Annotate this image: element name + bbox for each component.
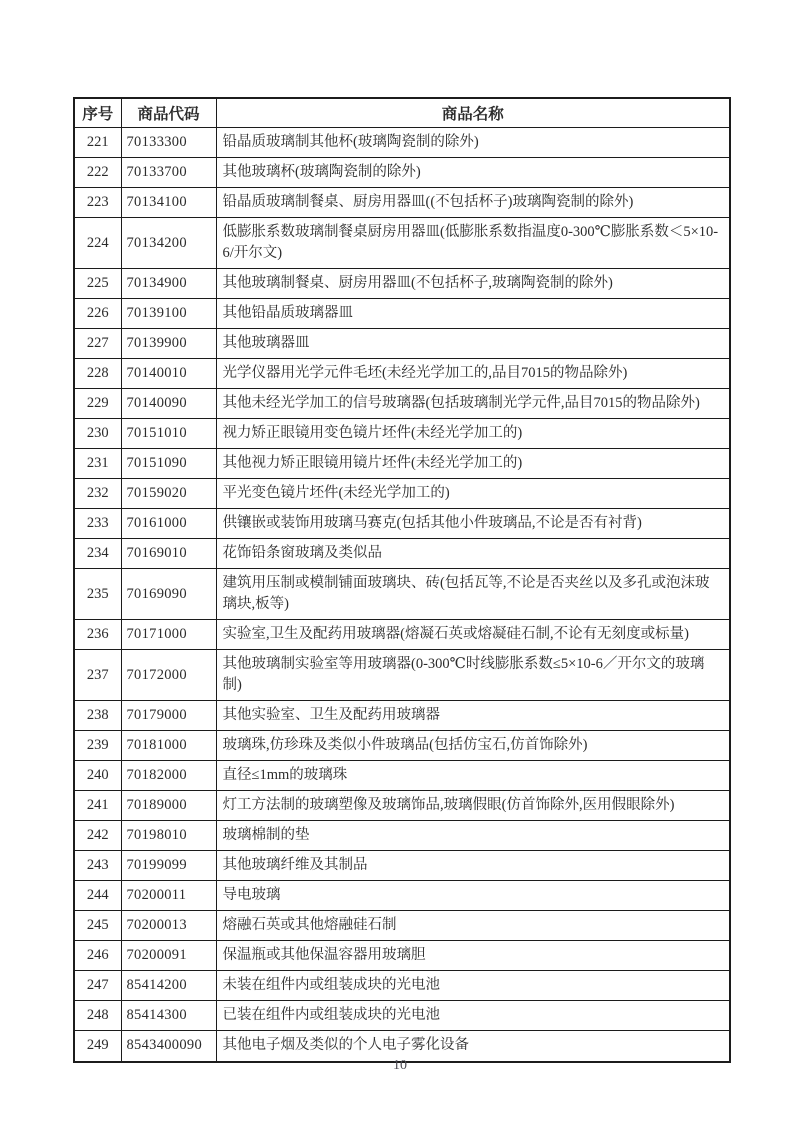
cell-code: 70181000 [121, 731, 216, 761]
cell-name: 其他未经光学加工的信号玻璃器(包括玻璃制光学元件,品目7015的物品除外) [216, 389, 730, 419]
cell-code: 70139100 [121, 299, 216, 329]
cell-name: 导电玻璃 [216, 881, 730, 911]
cell-serial: 246 [74, 941, 121, 971]
cell-code: 70151010 [121, 419, 216, 449]
cell-code: 70133700 [121, 158, 216, 188]
cell-serial: 237 [74, 650, 121, 701]
cell-serial: 230 [74, 419, 121, 449]
cell-name: 其他玻璃杯(玻璃陶瓷制的除外) [216, 158, 730, 188]
page-number: 10 [393, 1058, 407, 1073]
table-row [74, 299, 730, 329]
cell-serial: 228 [74, 359, 121, 389]
cell-serial: 222 [74, 158, 121, 188]
table-row [74, 911, 730, 941]
table-row [74, 1031, 730, 1062]
cell-code: 70134200 [121, 218, 216, 269]
cell-serial: 229 [74, 389, 121, 419]
cell-serial: 232 [74, 479, 121, 509]
cell-serial: 235 [74, 569, 121, 620]
cell-serial: 231 [74, 449, 121, 479]
cell-code: 70200011 [121, 881, 216, 911]
table-row [74, 269, 730, 299]
cell-code: 70172000 [121, 650, 216, 701]
cell-serial: 236 [74, 620, 121, 650]
cell-name: 其他电子烟及类似的个人电子雾化设备 [216, 1031, 730, 1062]
cell-serial: 244 [74, 881, 121, 911]
table-row [74, 941, 730, 971]
cell-name: 其他视力矫正眼镜用镜片坯件(未经光学加工的) [216, 449, 730, 479]
header-serial-number: 序号 [74, 98, 121, 128]
commodity-code-table [73, 97, 731, 1063]
cell-code: 70198010 [121, 821, 216, 851]
cell-code: 70134900 [121, 269, 216, 299]
cell-code: 70199099 [121, 851, 216, 881]
cell-name: 平光变色镜片坯件(未经光学加工的) [216, 479, 730, 509]
cell-serial: 242 [74, 821, 121, 851]
header-commodity-name: 商品名称 [216, 98, 730, 128]
cell-name: 未装在组件内或组装成块的光电池 [216, 971, 730, 1001]
cell-serial: 238 [74, 701, 121, 731]
cell-serial: 224 [74, 218, 121, 269]
cell-name: 直径≤1mm的玻璃珠 [216, 761, 730, 791]
cell-name: 铅晶质玻璃制其他杯(玻璃陶瓷制的除外) [216, 128, 730, 158]
table-row [74, 128, 730, 158]
cell-code: 70134100 [121, 188, 216, 218]
table-row [74, 449, 730, 479]
cell-name: 其他玻璃纤维及其制品 [216, 851, 730, 881]
table-row [74, 881, 730, 911]
cell-code: 70189000 [121, 791, 216, 821]
cell-serial: 227 [74, 329, 121, 359]
table-row [74, 650, 730, 701]
cell-code: 70161000 [121, 509, 216, 539]
table-row [74, 971, 730, 1001]
table-row [74, 821, 730, 851]
cell-code: 70140090 [121, 389, 216, 419]
table-row [74, 158, 730, 188]
cell-name: 实验室,卫生及配药用玻璃器(熔凝石英或熔凝硅石制,不论有无刻度或标量) [216, 620, 730, 650]
cell-code: 85414300 [121, 1001, 216, 1031]
cell-name: 玻璃珠,仿珍珠及类似小件玻璃品(包括仿宝石,仿首饰除外) [216, 731, 730, 761]
cell-code: 70182000 [121, 761, 216, 791]
cell-serial: 243 [74, 851, 121, 881]
cell-code: 70169010 [121, 539, 216, 569]
table-row [74, 569, 730, 620]
cell-name: 熔融石英或其他熔融硅石制 [216, 911, 730, 941]
table-row [74, 851, 730, 881]
table-row [74, 218, 730, 269]
table-row [74, 791, 730, 821]
cell-code: 70200013 [121, 911, 216, 941]
cell-name: 其他玻璃器皿 [216, 329, 730, 359]
cell-serial: 249 [74, 1031, 121, 1062]
cell-name: 灯工方法制的玻璃塑像及玻璃饰品,玻璃假眼(仿首饰除外,医用假眼除外) [216, 791, 730, 821]
table-body [74, 128, 730, 1062]
cell-code: 70151090 [121, 449, 216, 479]
table-row [74, 761, 730, 791]
table-row [74, 701, 730, 731]
cell-name: 花饰铅条窗玻璃及类似品 [216, 539, 730, 569]
cell-name: 已装在组件内或组装成块的光电池 [216, 1001, 730, 1031]
cell-code: 70133300 [121, 128, 216, 158]
cell-name: 玻璃棉制的垫 [216, 821, 730, 851]
table-row [74, 509, 730, 539]
cell-serial: 221 [74, 128, 121, 158]
cell-serial: 239 [74, 731, 121, 761]
cell-name: 其他玻璃制餐桌、厨房用器皿(不包括杯子,玻璃陶瓷制的除外) [216, 269, 730, 299]
table-row [74, 188, 730, 218]
cell-code: 85414200 [121, 971, 216, 1001]
table-row [74, 620, 730, 650]
cell-name: 其他玻璃制实验室等用玻璃器(0-300℃时线膨胀系数≤5×10-6／开尔文的玻璃制) [216, 650, 730, 701]
table-row [74, 389, 730, 419]
table-header [74, 98, 730, 128]
cell-serial: 245 [74, 911, 121, 941]
cell-serial: 233 [74, 509, 121, 539]
cell-serial: 234 [74, 539, 121, 569]
table-row [74, 539, 730, 569]
cell-code: 70159020 [121, 479, 216, 509]
cell-code: 70200091 [121, 941, 216, 971]
table-row [74, 359, 730, 389]
cell-name: 低膨胀系数玻璃制餐桌厨房用器皿(低膨胀系数指温度0-300℃膨胀系数＜5×10-6/开尔文) [216, 218, 730, 269]
cell-code: 70171000 [121, 620, 216, 650]
cell-code: 70140010 [121, 359, 216, 389]
cell-serial: 226 [74, 299, 121, 329]
cell-code: 70179000 [121, 701, 216, 731]
table-row [74, 731, 730, 761]
cell-code: 70169090 [121, 569, 216, 620]
cell-name: 供镶嵌或装饰用玻璃马赛克(包括其他小件玻璃品,不论是否有衬背) [216, 509, 730, 539]
cell-serial: 241 [74, 791, 121, 821]
cell-name: 保温瓶或其他保温容器用玻璃胆 [216, 941, 730, 971]
header-commodity-code: 商品代码 [121, 98, 216, 128]
cell-name: 建筑用压制或模制铺面玻璃块、砖(包括瓦等,不论是否夹丝以及多孔或泡沫玻璃块,板等) [216, 569, 730, 620]
table-row [74, 419, 730, 449]
cell-code: 8543400090 [121, 1031, 216, 1062]
cell-serial: 247 [74, 971, 121, 1001]
table-row [74, 479, 730, 509]
cell-serial: 223 [74, 188, 121, 218]
cell-code: 70139900 [121, 329, 216, 359]
cell-name: 视力矫正眼镜用变色镜片坯件(未经光学加工的) [216, 419, 730, 449]
cell-serial: 225 [74, 269, 121, 299]
cell-serial: 240 [74, 761, 121, 791]
cell-name: 其他实验室、卫生及配药用玻璃器 [216, 701, 730, 731]
cell-name: 铅晶质玻璃制餐桌、厨房用器皿((不包括杯子)玻璃陶瓷制的除外) [216, 188, 730, 218]
cell-serial: 248 [74, 1001, 121, 1031]
cell-name: 光学仪器用光学元件毛坯(未经光学加工的,品目7015的物品除外) [216, 359, 730, 389]
table-row [74, 1001, 730, 1031]
table-header-row [74, 98, 730, 128]
table-row [74, 329, 730, 359]
cell-name: 其他铅晶质玻璃器皿 [216, 299, 730, 329]
